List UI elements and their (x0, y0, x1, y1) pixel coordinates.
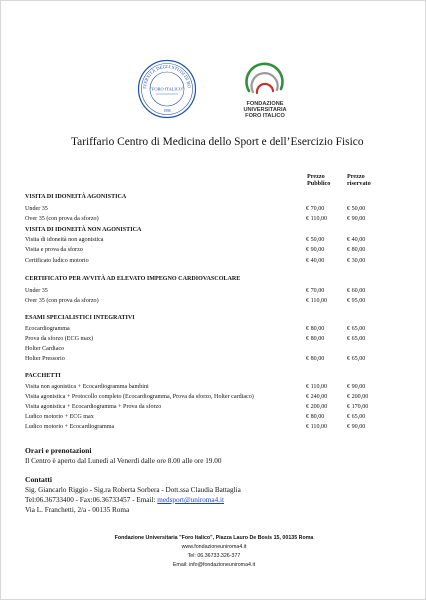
price-public: € 80,00 (306, 336, 325, 342)
price-reserved: € 90,00 (347, 216, 366, 222)
table-row-label: Ludico motorio + Ecocardiogramma (25, 424, 115, 430)
price-reserved: € 80,00 (347, 247, 366, 253)
price-reserved: € 65,00 (347, 414, 366, 420)
column-header-reserved (347, 173, 371, 188)
price-public: € 110,00 (306, 216, 328, 222)
table-row-label: Visita di idoneità non agonistica (25, 237, 104, 243)
section-heading: VISITA DI IDONEITÀ AGONISTICA (25, 194, 127, 200)
price-public: € 70,00 (306, 288, 325, 294)
section-heading: CERTIFICATO PER AVVITÀ AD ELEVATO IMPEGNO CARDIOVASCOLARE (25, 276, 241, 282)
footer-address: Fondazione Universitaria "Foro Italico", Piazza Lauro De Bosis 15, 00135 Roma (114, 535, 314, 541)
contacts-phone-line (25, 496, 224, 504)
price-public: € 110,00 (306, 298, 328, 304)
table-row-label: Holter Pressorio (25, 356, 65, 362)
price-public: € 50,00 (306, 237, 325, 243)
section-heading: PACCHETTI (25, 373, 61, 379)
table-row-label: Ecocardiogramma (25, 326, 70, 332)
table-row-label: Over 35 (con prova da sforzo) (25, 216, 99, 222)
seal-arc-text: IVERSITÀ DEGLI STUDI DI RO (141, 63, 193, 89)
foundation-logo-line3: FORO ITALICO (245, 113, 285, 119)
column-header-public (307, 173, 330, 188)
price-reserved: € 65,00 (347, 326, 366, 332)
price-reserved: € 40,00 (347, 237, 366, 243)
price-public: € 110,00 (306, 384, 328, 390)
price-public: € 240,00 (306, 394, 328, 400)
table-row-label: Visita agonistica + Ecocardiogramma + Prova da sforzo (25, 404, 162, 410)
contacts-email-link[interactable]: medsport@uniroma4.it (157, 496, 224, 504)
contacts-names: Sig. Giancarlo Riggio - Sig.ra Roberta Sorbera - Dott.ssa Claudia Battaglia (25, 486, 241, 494)
column-header-reserved-line1: Prezzo (347, 173, 365, 180)
table-row-label: Ludico motorio + ECG max (25, 414, 94, 420)
price-public: € 40,00 (306, 258, 325, 264)
page-title: Tariffario Centro di Medicina dello Sport e dell’Esercizio Fisico (71, 136, 364, 148)
foundation-logo-line2: UNIVERSITARIA (243, 107, 287, 113)
price-public: € 80,00 (306, 356, 325, 362)
price-reserved: € 30,00 (347, 258, 366, 264)
table-row-label: Under 35 (25, 206, 48, 212)
table-row-label: Visita non agonistica + Ecocardiogramma bambini (25, 384, 149, 390)
price-public: € 90,00 (306, 247, 325, 253)
hours-heading: Orari e prenotazioni (25, 446, 92, 455)
price-public: € 110,00 (306, 424, 328, 430)
price-public: € 200,00 (306, 404, 328, 410)
contacts-phone-fax: Tel:06.36733400 - Fax:06.36733457 - Email: (25, 496, 158, 504)
table-row-label: Visita agonistica + Protocollo completo (Ecocardiogramma, Prova da sforzo, Holter cardiaco) (25, 394, 254, 400)
foundation-logo-line1: FONDAZIONE (246, 101, 284, 107)
price-reserved: € 95,00 (347, 298, 366, 304)
price-public: € 80,00 (306, 326, 325, 332)
table-row-label: Certificato ludico motorio (25, 258, 89, 264)
price-reserved: € 200,00 (347, 394, 369, 400)
price-reserved: € 50,00 (347, 206, 366, 212)
table-row-label: Under 35 (25, 288, 48, 294)
university-seal-logo (137, 59, 197, 119)
seal-year-text: 1998 (163, 109, 171, 113)
seal-center-text: "FORO ITALICO" (150, 86, 184, 92)
table-row-label: Prova da sforzo (ECG max) (25, 336, 94, 342)
contacts-heading: Contatti (25, 475, 52, 484)
section-heading: ESAMI SPECIALISTICI INTEGRATIVI (25, 315, 135, 321)
price-reserved: € 90,00 (347, 424, 366, 430)
section-heading: VISITA DI IDONEITÀ NON AGONISTICA (25, 227, 142, 233)
footer-email[interactable]: Email: info@fondazioneuniroma4.it (172, 562, 256, 568)
column-header-reserved-line2: riservato (347, 180, 371, 188)
price-public: € 80,00 (306, 414, 325, 420)
hours-text: Il Centro è aperto dal Lunedì al Venerdì dalle ore 8.00 alle ore 19.00 (25, 457, 222, 465)
price-reserved: € 65,00 (347, 336, 366, 342)
footer-phone: Tel: 06.36733.326-377 (187, 553, 241, 559)
table-row-label: Holter Cardiaco (25, 346, 65, 352)
table-row-label: Over 35 (con prova da sforzo) (25, 298, 99, 304)
column-header-public-line2: Pubblico (307, 180, 331, 188)
table-row-label: Visita e prova da sforzo (25, 247, 83, 253)
footer-website[interactable]: www.fondazioneuniroma4.it (181, 544, 247, 550)
price-reserved: € 60,00 (347, 288, 366, 294)
price-reserved: € 90,00 (347, 384, 366, 390)
contacts-address: Via L. Franchetti, 2/a - 00135 Roma (25, 506, 130, 514)
column-header-public-line1: Prezzo (307, 173, 325, 180)
foundation-logo (223, 55, 303, 125)
price-reserved: € 65,00 (347, 356, 366, 362)
price-reserved: € 170,00 (347, 404, 369, 410)
price-public: € 70,00 (306, 206, 325, 212)
